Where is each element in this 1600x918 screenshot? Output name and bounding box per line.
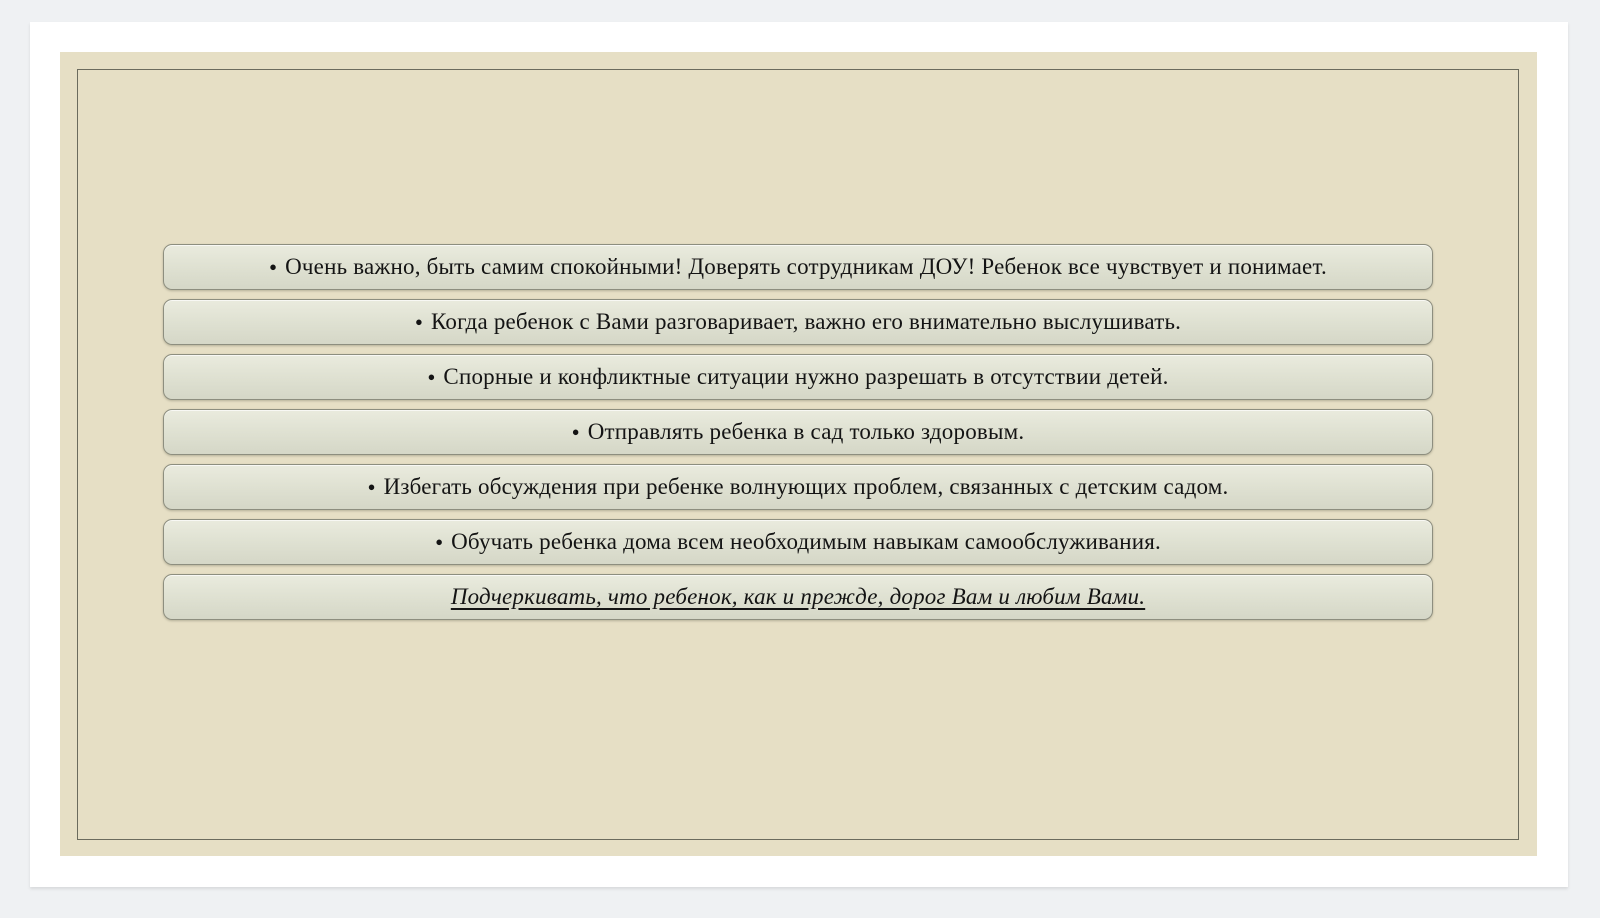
slide-text: Отправлять ребенка в сад только здоровым. xyxy=(587,419,1025,444)
slide-text: Спорные и конфликтные ситуации нужно разрешать в отсутствии детей. xyxy=(443,364,1169,389)
slide-text-box-2 xyxy=(163,299,1433,345)
slide-text: Когда ребенок с Вами разговаривает, важно его внимательно выслушивать. xyxy=(430,309,1182,334)
slide-text-box-4 xyxy=(163,409,1433,455)
bullet-icon: • xyxy=(435,529,444,555)
bullet-box-list xyxy=(163,244,1433,620)
slide-text-box-5 xyxy=(163,464,1433,510)
slide-text-box-6 xyxy=(163,519,1433,565)
bullet-icon: • xyxy=(571,419,580,445)
slide-text: Обучать ребенка дома всем необходимым навыкам самообслуживания. xyxy=(451,529,1161,554)
slide-text: Избегать обсуждения при ребенке волнующих проблем, связанных с детским садом. xyxy=(383,474,1229,499)
document-canvas xyxy=(30,22,1568,887)
slide-text-box-3 xyxy=(163,354,1433,400)
bullet-icon: • xyxy=(414,309,423,335)
slide-text-box-7 xyxy=(163,574,1433,620)
slide-text: Очень важно, быть самим спокойными! Доверять сотрудникам ДОУ! Ребенок все чувствует и понимает. xyxy=(285,254,1327,279)
slide-text-box-1 xyxy=(163,244,1433,290)
slide-text-emphasis: Подчеркивать, что ребенок, как и прежде, дорог Вам и любим Вами. xyxy=(450,584,1146,609)
presentation-slide xyxy=(60,52,1537,856)
bullet-icon: • xyxy=(269,254,278,280)
bullet-icon: • xyxy=(427,364,436,390)
bullet-icon: • xyxy=(367,474,376,500)
